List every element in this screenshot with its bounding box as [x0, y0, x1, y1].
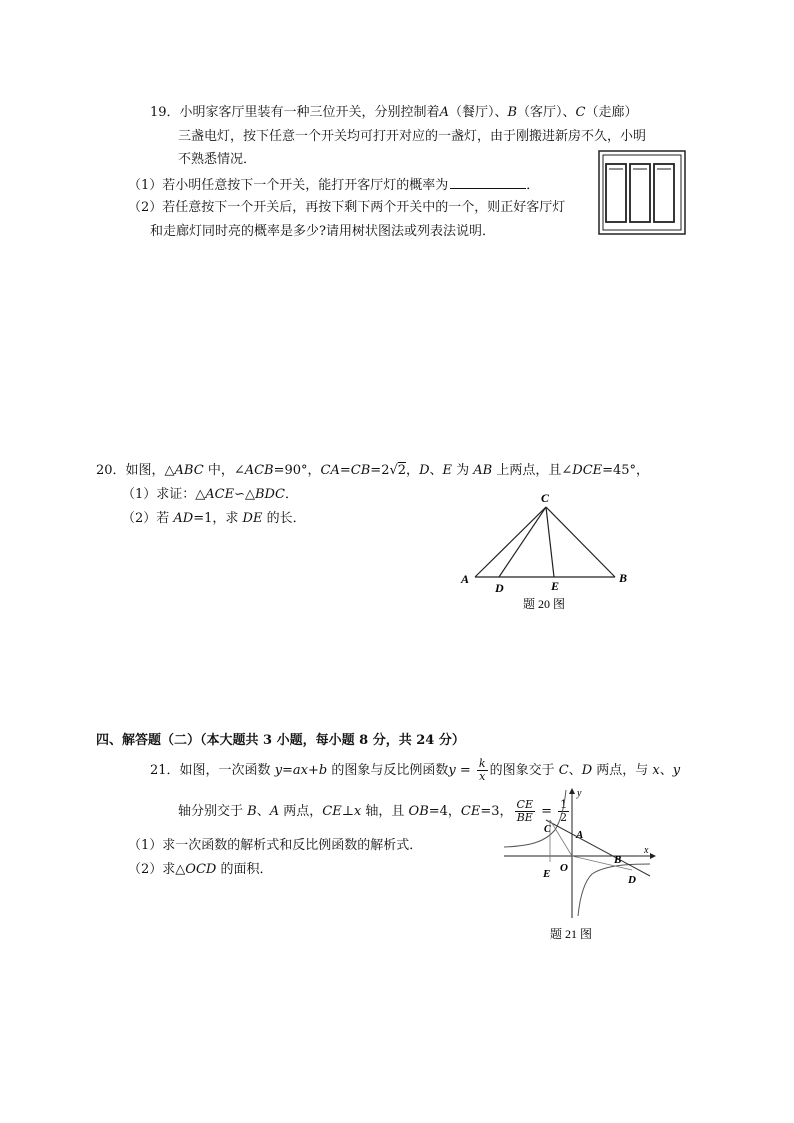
- hyperbola-branch-lower-right: [578, 864, 650, 916]
- segment-CE: [546, 507, 554, 577]
- answer-blank: [450, 174, 526, 189]
- segment-AC: [475, 507, 546, 577]
- q19-number: 19．: [150, 105, 180, 120]
- switch-a: [606, 164, 626, 222]
- q20-figure: [455, 488, 635, 616]
- label-C: C: [541, 491, 550, 505]
- label-x: x: [644, 845, 649, 856]
- q20-stem: 20．如图，△ABC 中，∠ACB=90°，CA=CB=2√2，D、E 为 AB 上两点，且∠DCE=45°，: [96, 463, 650, 478]
- label-A: A: [461, 572, 470, 586]
- label-y: y: [577, 788, 582, 799]
- label-B: B: [619, 571, 628, 585]
- label-E: E: [543, 868, 551, 880]
- segment-OC: [550, 820, 572, 856]
- fraction-k-over-x: $\frac{k}{x}$: [478, 757, 486, 783]
- x-axis-arrow-icon: [650, 853, 656, 859]
- segment-BC: [546, 507, 615, 577]
- fraction-ce-over-be: $\frac{CE}{BE}$: [516, 798, 533, 824]
- switch-b: [630, 164, 650, 222]
- fraction-one-half: $\frac{1}{2}$: [560, 798, 568, 824]
- q21-number: 21．: [150, 763, 180, 778]
- q20-part1: （1）求证：△ACE∽△BDC．: [122, 487, 298, 502]
- q19-line2: 三盏电灯，按下任意一个开关均可打开对应的一盏灯，由于刚搬进新房不久，小明: [178, 129, 647, 144]
- label-D: D: [628, 874, 636, 886]
- label-E: E: [551, 579, 560, 593]
- q19-part1: （1）若小明任意按下一个开关，能打开客厅灯的概率为 ．: [128, 174, 539, 196]
- q19-line3: 不熟悉情况．: [178, 152, 257, 167]
- switch-frame-inner: [603, 155, 681, 230]
- q19-part2-line1: （2）若任意按下一个开关后，再按下剩下两个开关中的一个，则正好客厅灯: [128, 200, 566, 215]
- q21-caption: 题 21 图: [550, 927, 593, 941]
- q21-figure: [500, 784, 660, 946]
- q20-number: 20．: [96, 463, 126, 478]
- q20-caption: 题 20 图: [523, 597, 566, 611]
- hyperbola-branch-upper-left: [504, 790, 566, 847]
- q21-line1: 21．如图，一次函数 y=ax+b 的图象与反比例函数y = $\frac{k}{x}$ 的图象交于 C、D 两点，与 x、y: [150, 757, 681, 783]
- label-O: O: [560, 862, 568, 874]
- q19-line1: 19．小明家客厅里装有一种三位开关，分别控制着A（餐厅）、B（客厅）、C（走廊）: [150, 105, 638, 120]
- segment-CD: [499, 507, 546, 577]
- q21-line2: 轴分别交于 B、A 两点，CE⊥x 轴，且 OB=4，CE=3， $\frac{CE}{BE}$ = $\frac{1}{2}$: [178, 798, 568, 824]
- label-B: B: [614, 854, 622, 866]
- q20-part2: （2）若 AD=1，求 DE 的长．: [122, 511, 306, 526]
- label-D: D: [495, 581, 504, 595]
- q19-part2-line2: 和走廊灯同时亮的概率是多少?请用树状图法或列表法说明．: [150, 224, 495, 239]
- label-C: C: [544, 824, 551, 835]
- q21-part2: （2）求△OCD 的面积．: [128, 862, 273, 877]
- label-A: A: [576, 829, 584, 841]
- section4-heading: 四、解答题（二）（本大题共 3 小题，每小题 8 分，共 24 分）: [96, 733, 465, 748]
- y-axis-arrow-icon: [569, 788, 575, 794]
- segment-OD: [572, 856, 632, 870]
- switch-figure: [598, 150, 686, 236]
- switch-c: [654, 164, 674, 222]
- q21-part1: （1）求一次函数的解析式和反比例函数的解析式．: [128, 838, 423, 853]
